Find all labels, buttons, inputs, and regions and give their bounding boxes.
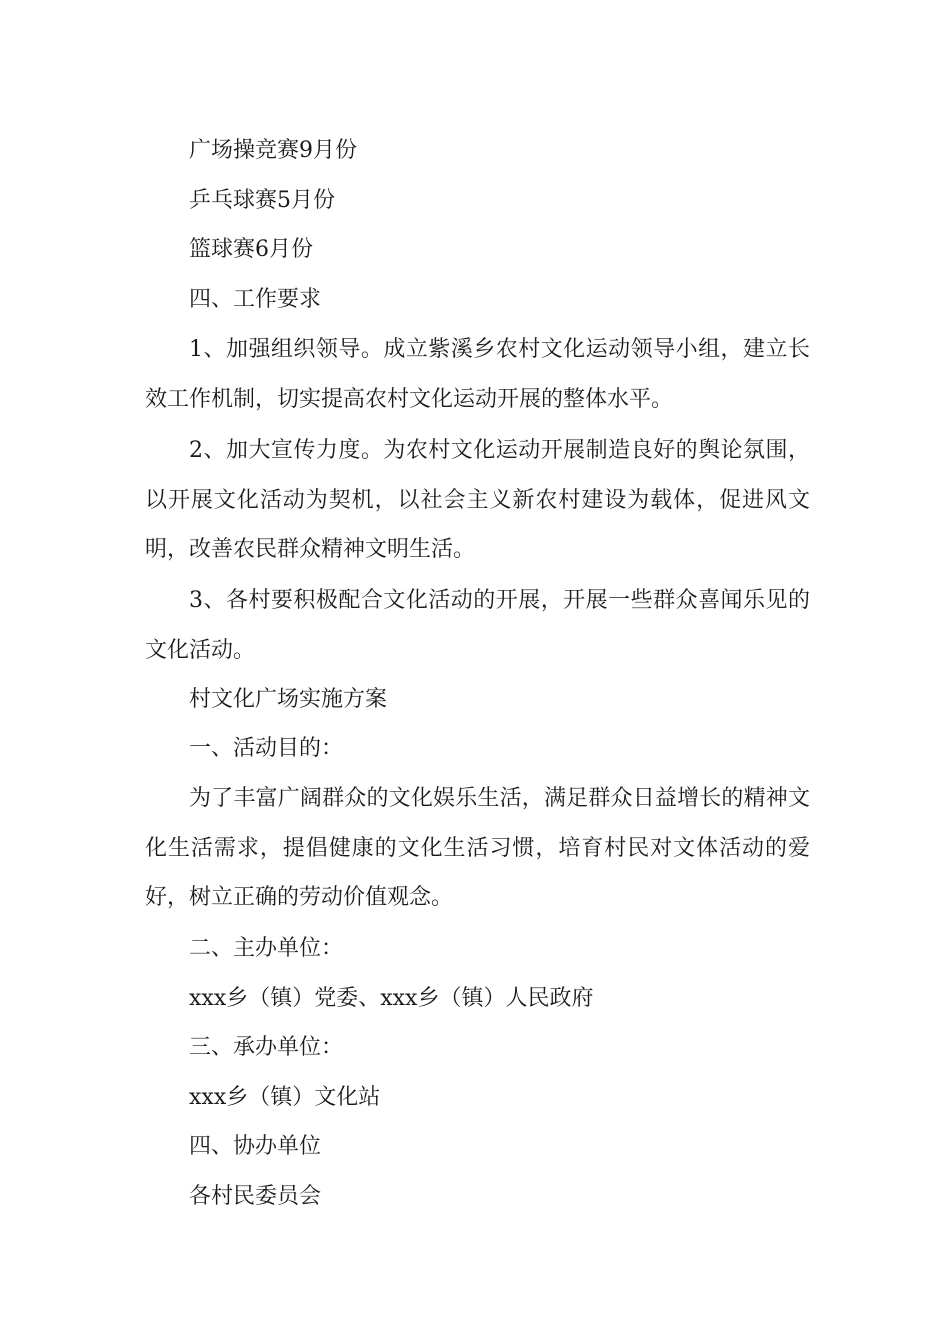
section-heading-co-organizer: 四、协办单位	[189, 1134, 322, 1159]
section-heading-undertaker: 三、承办单位：	[189, 1035, 344, 1060]
organizer-text: xxx乡（镇）党委、xxx乡（镇）人民政府	[189, 986, 594, 1011]
schedule-item-square-dance: 广场操竞赛9月份	[189, 138, 357, 163]
schedule-item-table-tennis: 乒乓球赛5月份	[189, 188, 335, 213]
activity-purpose-text: 为了丰富广阔群众的文化娱乐生活，满足群众日益增长的精神文化生活需求，提倡健康的文化生活习惯，培育村民对文体活动的爱好，树立正确的劳动价值观念。	[145, 786, 810, 910]
requirement-item-1: 1、加强组织领导。成立紫溪乡农村文化运动领导小组，建立长效工作机制，切实提高农村文化运动开展的整体水平。	[145, 337, 810, 412]
section-heading-work-requirements: 四、工作要求	[189, 287, 322, 312]
requirement-item-2: 2、加大宣传力度。为农村文化运动开展制造良好的舆论氛围，以开展文化活动为契机，以社会主义新农村建设为载体，促进风文明，改善农民群众精神文明生活。	[145, 438, 810, 562]
undertaker-text: xxx乡（镇）文化站	[189, 1085, 381, 1110]
plan-title: 村文化广场实施方案	[189, 687, 388, 712]
section-heading-organizer: 二、主办单位：	[189, 936, 344, 961]
section-heading-activity-purpose: 一、活动目的：	[189, 736, 344, 761]
schedule-item-basketball: 篮球赛6月份	[189, 237, 313, 262]
co-organizer-text: 各村民委员会	[189, 1184, 322, 1209]
requirement-item-3: 3、各村要积极配合文化活动的开展，开展一些群众喜闻乐见的文化活动。	[145, 588, 810, 663]
